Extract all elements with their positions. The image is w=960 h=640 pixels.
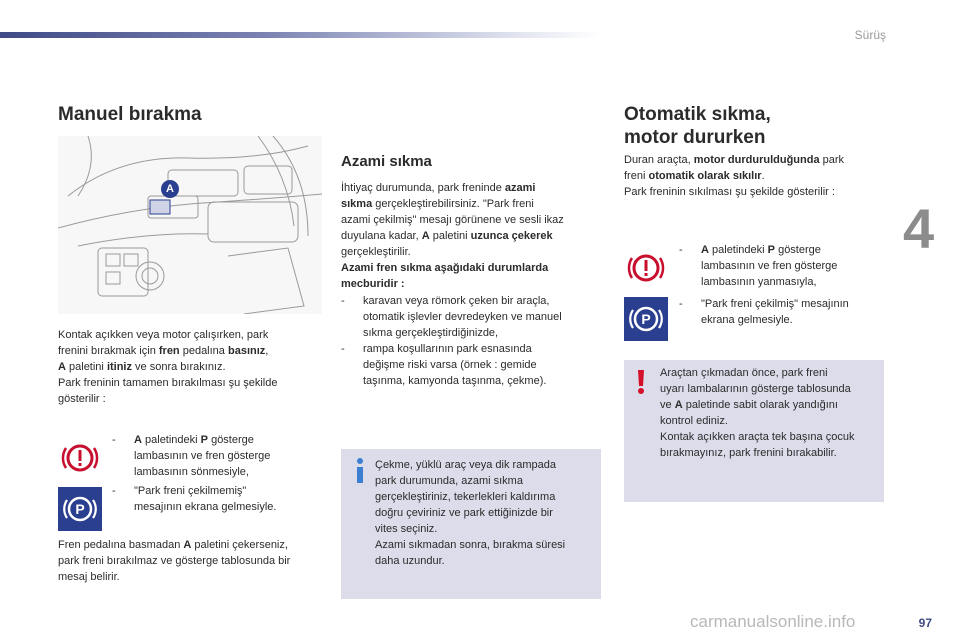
- text-line: kontrol ediniz.: [660, 415, 728, 427]
- text-line: Kontak açıkken araçta tek başına çocuk: [660, 431, 855, 443]
- warning-note-text: [660, 365, 880, 461]
- text-line: Çekme, yüklü araç veya dik rampada: [375, 459, 556, 471]
- warning-note-box: [624, 360, 884, 502]
- brake-warning-icon-right: [624, 246, 668, 290]
- left-bullets: [112, 432, 312, 515]
- text-line: karavan veya römork çeken bir araçla,: [363, 295, 550, 307]
- bullet-item: [679, 296, 879, 328]
- dashboard-drawing-icon: [58, 136, 322, 314]
- bullet-item: [341, 293, 603, 341]
- bullet-dash: -: [679, 244, 683, 256]
- text-line: Park freninin tamamen bırakılması şu şekilde: [58, 377, 278, 389]
- text-line: lambasının ve fren gösterge: [701, 260, 838, 272]
- text-line: vites seçiniz.: [375, 523, 438, 535]
- brake-warning-icon: [58, 436, 102, 480]
- text-line: freni otomatik olarak sıkılır.: [624, 170, 765, 182]
- bullet-item: [679, 242, 879, 290]
- bullet-text: [363, 341, 546, 389]
- bullet-dash: -: [112, 485, 116, 497]
- chapter-name: Sürüş: [854, 28, 886, 42]
- info-icon: [353, 457, 367, 485]
- info-note-box: [341, 449, 601, 599]
- text-line: mecburidir :: [341, 278, 405, 290]
- text-line: "Park freni çekilmemiş": [134, 485, 247, 497]
- text-line: doğru çeviriniz ve park ettiğinizde bir: [375, 507, 553, 519]
- right-bullets: [679, 242, 879, 328]
- text-line: taşınma, kamyonda taşınma, çekme).: [363, 375, 547, 387]
- text-line: A paletindeki P gösterge: [134, 434, 254, 446]
- auto-tightening-title-line2: motor dururken: [624, 127, 766, 148]
- bullet-text: [134, 432, 270, 480]
- svg-text:P: P: [75, 501, 85, 517]
- header-gradient-bar: [0, 32, 600, 38]
- manual-release-title: Manuel bırakma: [58, 104, 202, 125]
- bullet-dash: -: [341, 295, 345, 307]
- text-line: park freni bırakılmaz ve gösterge tablosunda bir: [58, 555, 291, 567]
- right-intro-text: [624, 152, 894, 200]
- left-intro-text: [58, 327, 328, 407]
- text-line: Araçtan çıkmadan önce, park freni: [660, 367, 828, 379]
- bullet-dash: -: [341, 343, 345, 355]
- dashboard-illustration: [58, 136, 322, 314]
- bullet-text: [701, 242, 837, 290]
- text-line: Park freninin sıkılması şu şekilde gösterilir :: [624, 186, 835, 198]
- bullet-dash: -: [679, 298, 683, 310]
- bullet-item: [341, 341, 603, 389]
- auto-tightening-title-line1: Otomatik sıkma,: [624, 104, 771, 125]
- info-note-text: [375, 457, 597, 569]
- text-line: A paletindeki P gösterge: [701, 244, 821, 256]
- svg-text:P: P: [641, 311, 651, 327]
- text-line: lambasının sönmesiyle,: [134, 466, 249, 478]
- bullet-item: [112, 483, 312, 515]
- bullet-text: [134, 483, 276, 515]
- text-line: daha uzundur.: [375, 555, 445, 567]
- left-footer-text: [58, 537, 328, 585]
- text-line: ekrana gelmesiyle.: [701, 314, 793, 326]
- text-line: İhtiyaç durumunda, park freninde azami: [341, 182, 536, 194]
- text-line: Kontak açıkken veya motor çalışırken, park: [58, 329, 269, 341]
- text-line: A paletini itiniz ve sonra bırakınız.: [58, 361, 226, 373]
- page-number: 97: [918, 616, 932, 630]
- bullet-text: [363, 293, 562, 341]
- text-line: Fren pedalına basmadan A paletini çekerseniz,: [58, 539, 288, 551]
- middle-body-text: [341, 180, 603, 292]
- text-line: Duran araçta, motor durdurulduğunda park: [624, 154, 845, 166]
- chapter-number: 4: [903, 197, 935, 260]
- bullet-dash: -: [112, 434, 116, 446]
- text-line: mesaj belirir.: [58, 571, 120, 583]
- middle-bullets: [341, 293, 603, 389]
- max-tightening-title: Azami sıkma: [341, 153, 432, 170]
- text-line: duyulana kadar, A paletini uzunca çekerek: [341, 230, 553, 242]
- text-line: bırakmayınız, park frenini bırakabilir.: [660, 447, 837, 459]
- text-line: sıkma gerçekleştirebilirsiniz. "Park freni: [341, 198, 534, 210]
- text-line: uyarı lambalarının gösterge tablosunda: [660, 383, 851, 395]
- park-brake-p-icon: [58, 487, 102, 531]
- bullet-text: [701, 296, 849, 328]
- text-line: Azami fren sıkma aşağıdaki durumlarda: [341, 262, 549, 274]
- callout-a-badge: A: [161, 180, 179, 198]
- text-line: park durumunda, azami sıkma: [375, 475, 523, 487]
- text-line: "Park freni çekilmiş" mesajının: [701, 298, 849, 310]
- text-line: lambasının yanmasıyla,: [701, 276, 817, 288]
- text-line: ve A paletinde sabit olarak yandığını: [660, 399, 838, 411]
- text-line: değişme riski varsa (örnek : gemide: [363, 359, 537, 371]
- text-line: sıkma gerçekleştirdiğinizde,: [363, 327, 499, 339]
- park-brake-p-icon-right: [624, 297, 668, 341]
- bullet-item: [112, 432, 312, 480]
- text-line: gösterilir :: [58, 393, 106, 405]
- warning-exclamation-icon: [634, 368, 648, 396]
- watermark: carmanualsonline.info: [690, 612, 856, 631]
- text-line: azami çekilmiş" mesajı görünene ve sesli ikaz: [341, 214, 564, 226]
- text-line: gerçekleştirilir.: [341, 246, 411, 258]
- text-line: frenini bırakmak için fren pedalına basınız,: [58, 345, 269, 357]
- text-line: Azami sıkmadan sonra, bırakma süresi: [375, 539, 566, 551]
- text-line: lambasının ve fren gösterge: [134, 450, 271, 462]
- text-line: mesajının ekrana gelmesiyle.: [134, 501, 277, 513]
- text-line: gerçekleştiriniz, tekerlekleri kaldırıma: [375, 491, 556, 503]
- text-line: rampa koşullarının park esnasında: [363, 343, 532, 355]
- text-line: otomatik işlevler devredeyken ve manuel: [363, 311, 562, 323]
